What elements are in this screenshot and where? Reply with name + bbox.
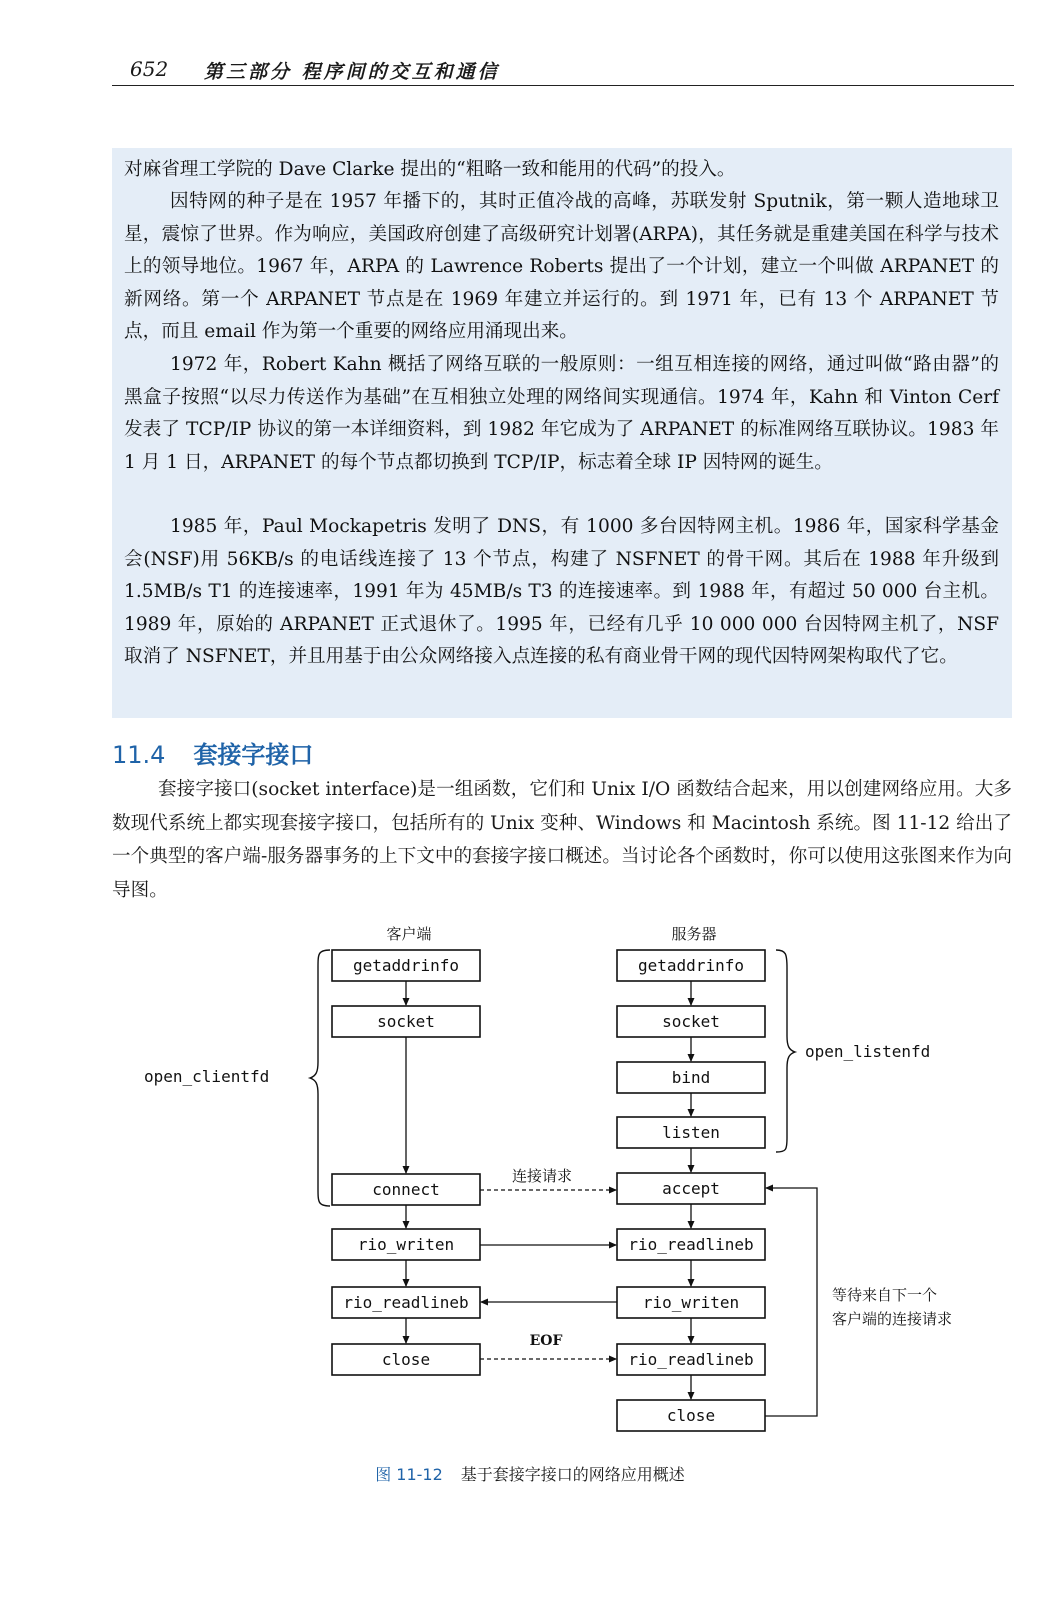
section-number: 11.4 (112, 741, 166, 769)
figure-caption-text: 基于套接字接口的网络应用概述 (460, 1465, 685, 1484)
client-rio-writen-label: rio_writen (357, 1235, 455, 1254)
open-listenfd-label: open_listenfd (805, 1042, 931, 1061)
client-close-label: close (381, 1350, 431, 1369)
figure-caption (0, 1462, 1060, 1485)
await-next-label-1: 等待来自下一个 (832, 1286, 938, 1304)
client-rio-readlineb-label: rio_readlineb (343, 1293, 469, 1312)
server-socket-label: socket (662, 1012, 720, 1031)
section-title: 套接字接口 (193, 741, 314, 769)
sidebar-paragraph: 1985 年，Paul Mockapetris 发明了 DNS，有 1000 多台因特网主机。1986 年，国家科学基金会(NSF)用 56KB/s 的电话线连接了 13 个节点，构建了 NSFNET 的骨干网。其后在 1988 年升级到 1.5MB/s T1 的连接速率，1991 年为 45MB/s T3 的连接速率。到 1988 年，有超过 50 000 台主机。1989 年，原始的 ARPANET 正式退休了。1995 年，已经有几乎 10 000 000 台因特网主机了，NSF 取消了 NSFNET，并且用基于由公众网络接入点连接的私有商业骨干网的现代因特网架构取代了它。 (124, 516, 999, 667)
server-rio-writen-label: rio_writen (642, 1293, 740, 1312)
loop-back-arrow (765, 1188, 817, 1416)
server-listen-label: listen (662, 1123, 720, 1142)
eof-label: EOF (529, 1333, 563, 1349)
client-getaddrinfo-label: getaddrinfo (353, 956, 459, 975)
server-brace (776, 950, 795, 1152)
client-brace (310, 950, 330, 1206)
server-close-label: close (666, 1406, 716, 1425)
server-column-label: 服务器 (671, 925, 717, 943)
body-paragraph: 套接字接口(socket interface)是一组函数，它们和 Unix I/O 函数结合起来，用以创建网络应用。大多数现代系统上都实现套接字接口，包括所有的 Unix 变种、Windows 和 Macintosh 系统。图 11-12 给出了一个典型的客户端-服务器事务的上下文中的套接字接口概述。当讨论各个函数时，你可以使用这张图来作为向导图。 (112, 779, 1012, 901)
open-clientfd-label: open_clientfd (144, 1067, 270, 1086)
server-bind-label: bind (671, 1068, 711, 1087)
server-accept-label: accept (662, 1179, 720, 1198)
connect-request-label: 连接请求 (511, 1167, 573, 1185)
server-rio-readlineb-label: rio_readlineb (628, 1235, 754, 1254)
sidebar-paragraph: 因特网的种子是在 1957 年播下的，其时正值冷战的高峰，苏联发射 Sputnik，第一颗人造地球卫星，震惊了世界。作为响应，美国政府创建了高级研究计划署(ARPA)，其任务就是重建美国在科学与技术上的领导地位。1967 年，ARPA 的 Lawrence Roberts 提出了一个计划，建立一个叫做 ARPANET 的新网络。第一个 ARPANET 节点是在 1969 年建立并运行的。到 1971 年，已有 13 个 ARPANET 节点，而且 email 作为第一个重要的网络应用涌现出来。 (124, 191, 999, 342)
page-number: 652 (130, 57, 169, 81)
sidebar-paragraph: 对麻省理工学院的 Dave Clarke 提出的“粗略一致和能用的代码”的投入。 (124, 159, 736, 180)
client-socket-label: socket (377, 1012, 435, 1031)
figure-number: 图 11-12 (375, 1465, 443, 1484)
client-column-label: 客户端 (386, 925, 432, 943)
server-getaddrinfo-label: getaddrinfo (638, 956, 744, 975)
client-connect-label: connect (372, 1180, 440, 1199)
running-head-title: 第三部分 程序间的交互和通信 (204, 61, 500, 83)
sidebar-paragraph: 1972 年，Robert Kahn 概括了网络互联的一般原则：一组互相连接的网络，通过叫做“路由器”的黑盒子按照“以尽力传送作为基础”在互相独立处理的网络间实现通信。1974 年，Kahn 和 Vinton Cerf 发表了 TCP/IP 协议的第一本详细资料，到 1982 年它成为了 ARPANET 的标准网络互联协议。1983 年 1 月 1 日，ARPANET 的每个节点都切换到 TCP/IP，标志着全球 IP 因特网的诞生。 (124, 354, 999, 473)
await-next-label-2: 客户端的连接请求 (832, 1310, 953, 1328)
server-rio-readlineb-2-label: rio_readlineb (628, 1350, 754, 1369)
